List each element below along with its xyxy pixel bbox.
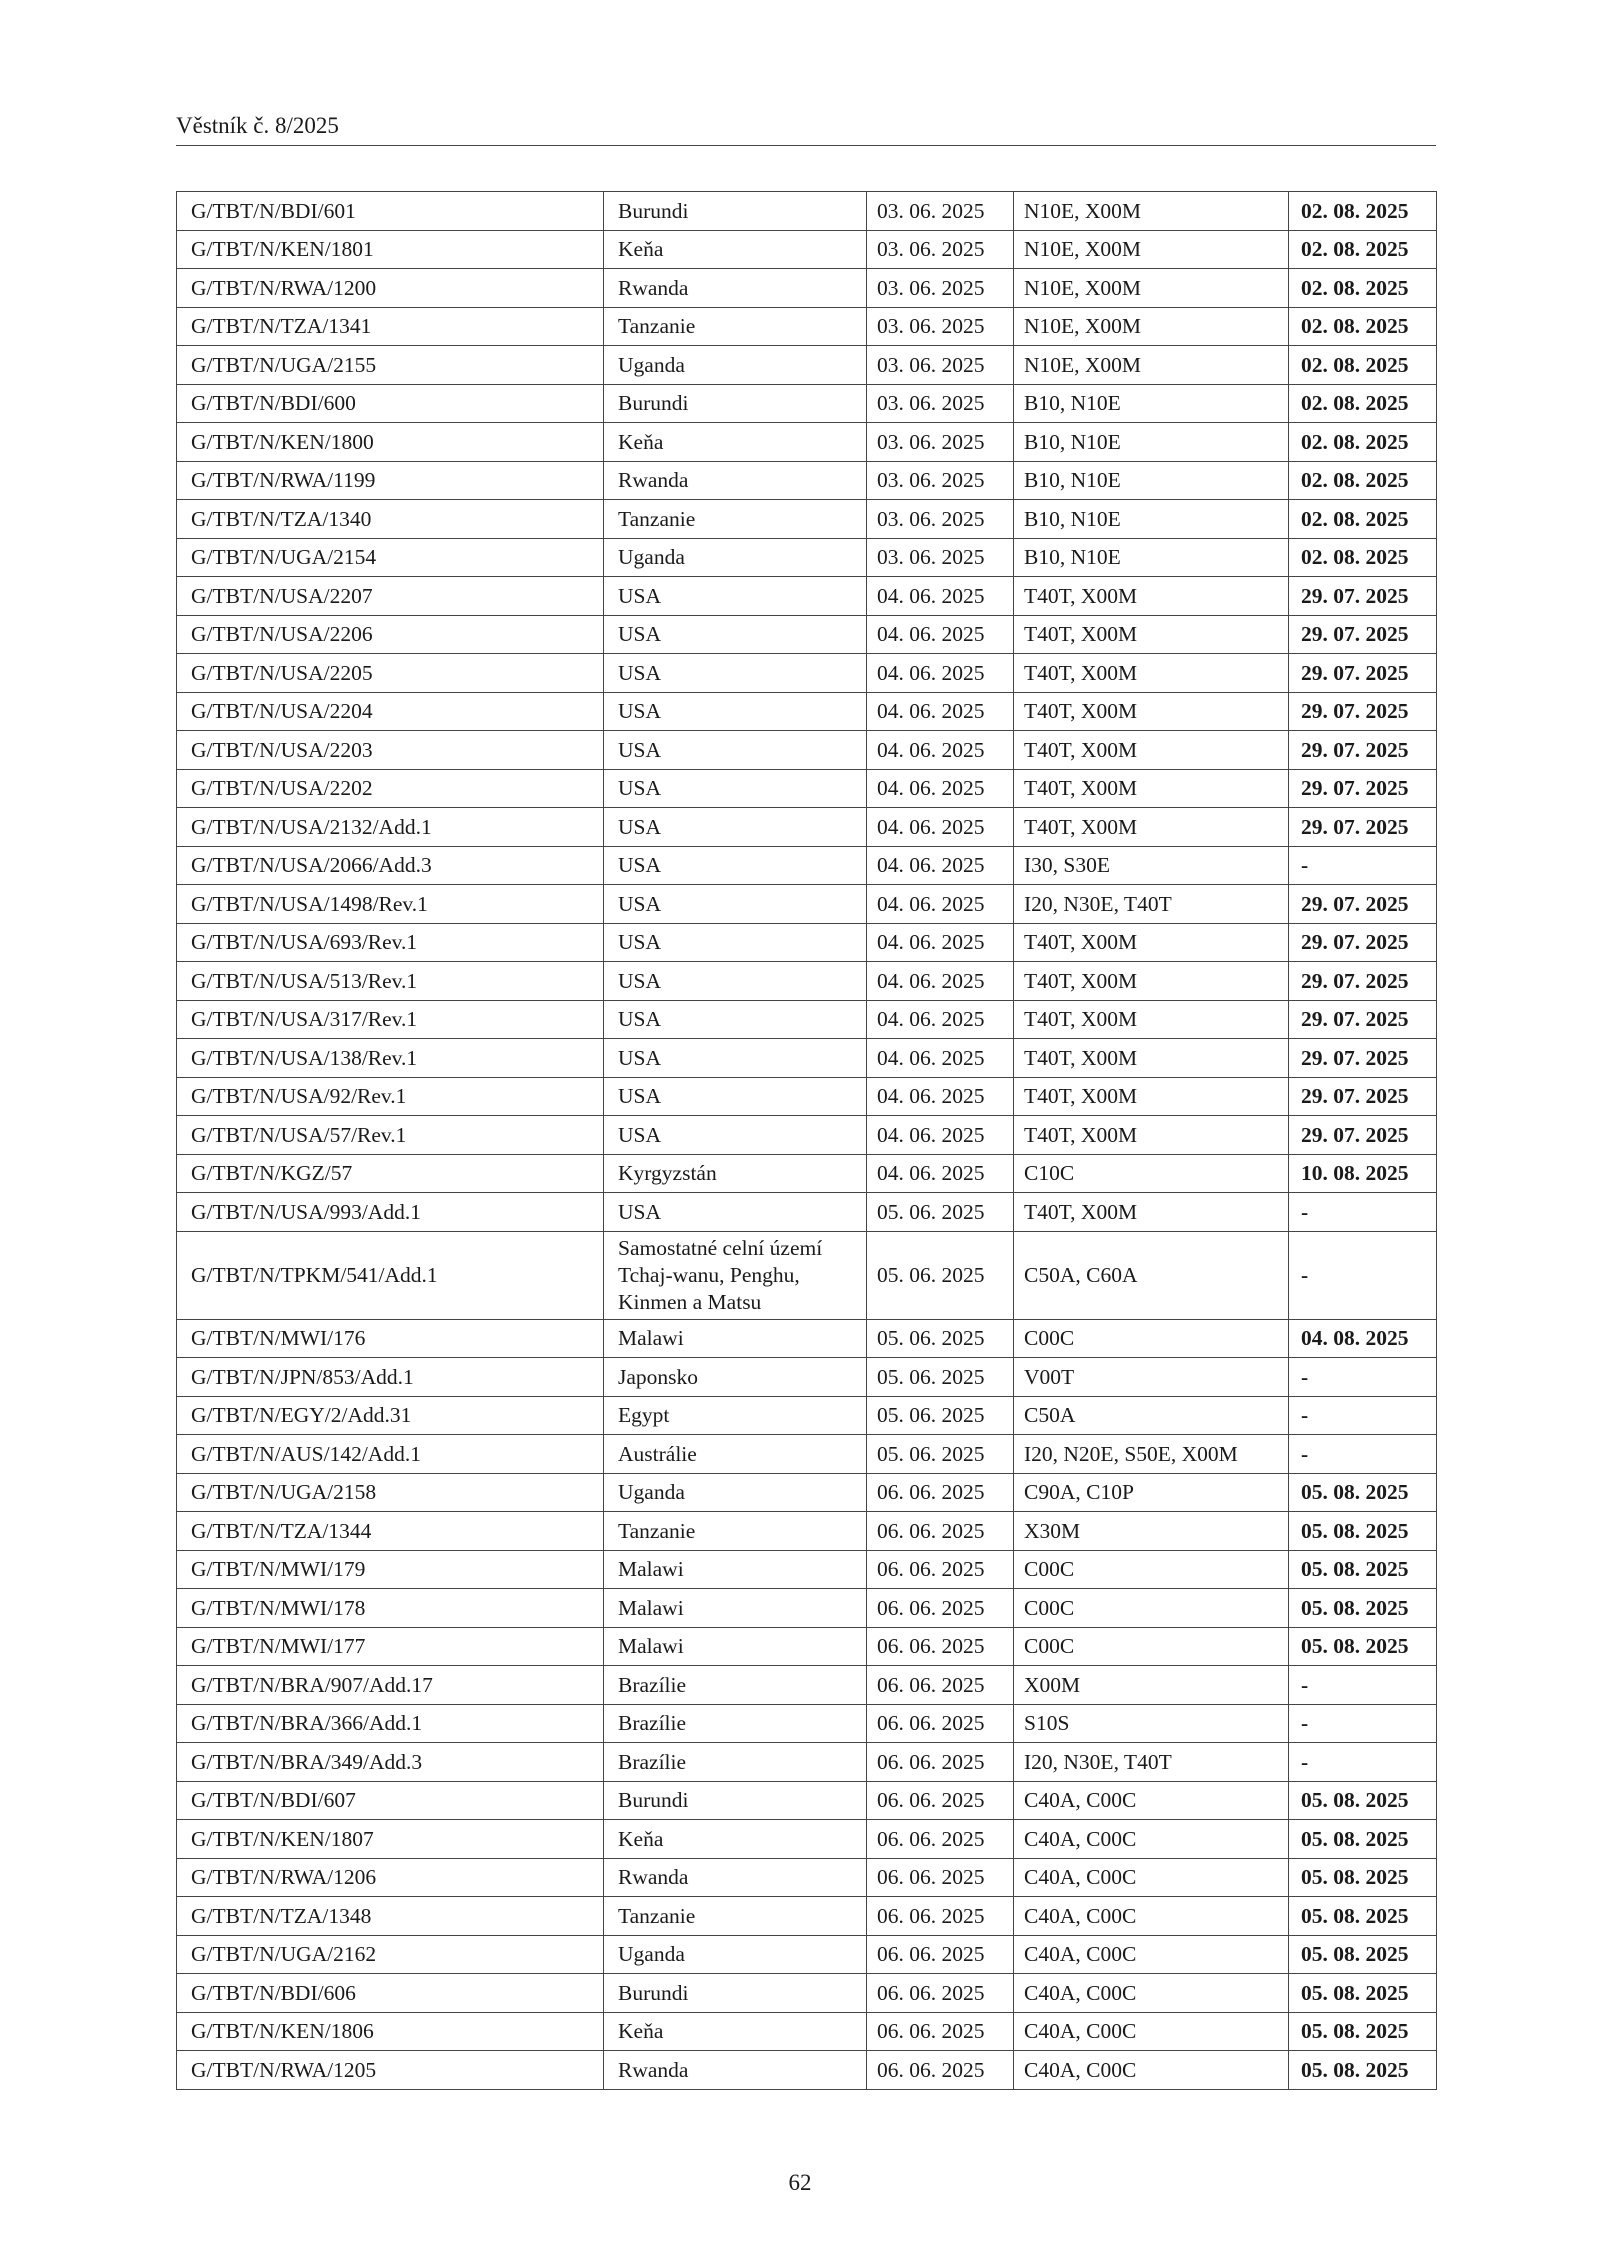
deadline-cell: 29. 07. 2025 [1289,577,1437,616]
deadline-cell: 02. 08. 2025 [1289,269,1437,308]
member-cell: Keňa [604,230,867,269]
member-cell: Brazílie [604,1666,867,1705]
table-row [177,384,1437,423]
codes-cell: T40T, X00M [1014,962,1289,1001]
member-cell: USA [604,577,867,616]
notification-symbol-cell: G/TBT/N/USA/2206 [177,615,604,654]
member-cell: Tanzanie [604,1897,867,1936]
deadline-cell: 29. 07. 2025 [1289,1000,1437,1039]
deadline-cell: 05. 08. 2025 [1289,1781,1437,1820]
deadline-cell: - [1289,1193,1437,1232]
member-cell: Uganda [604,346,867,385]
page-header [176,112,1436,146]
date-cell: 03. 06. 2025 [867,423,1014,462]
notification-symbol-cell: G/TBT/N/BRA/349/Add.3 [177,1743,604,1782]
deadline-cell: - [1289,1231,1437,1319]
member-cell: Rwanda [604,2051,867,2090]
notification-symbol-cell: G/TBT/N/BDI/606 [177,1974,604,2013]
date-cell: 04. 06. 2025 [867,654,1014,693]
member-cell: USA [604,1039,867,1078]
deadline-cell: 05. 08. 2025 [1289,2051,1437,2090]
deadline-cell: 04. 08. 2025 [1289,1319,1437,1358]
member-cell: Keňa [604,2012,867,2051]
deadline-cell: 29. 07. 2025 [1289,808,1437,847]
table-row [177,1627,1437,1666]
date-cell: 03. 06. 2025 [867,384,1014,423]
table-row [177,1154,1437,1193]
date-cell: 04. 06. 2025 [867,615,1014,654]
member-cell: Keňa [604,1820,867,1859]
table-row [177,846,1437,885]
member-cell: USA [604,1077,867,1116]
deadline-cell: 29. 07. 2025 [1289,731,1437,770]
table-row [177,1820,1437,1859]
date-cell: 04. 06. 2025 [867,731,1014,770]
member-cell: USA [604,615,867,654]
notification-symbol-cell: G/TBT/N/BRA/907/Add.17 [177,1666,604,1705]
date-cell: 04. 06. 2025 [867,808,1014,847]
member-cell: Malawi [604,1319,867,1358]
codes-cell: C00C [1014,1319,1289,1358]
member-cell: USA [604,654,867,693]
deadline-cell: 10. 08. 2025 [1289,1154,1437,1193]
member-cell: USA [604,808,867,847]
deadline-cell: 05. 08. 2025 [1289,1473,1437,1512]
table-row [177,1743,1437,1782]
page-number: 62 [788,2170,812,2195]
table-row [177,1473,1437,1512]
member-cell: Uganda [604,1935,867,1974]
date-cell: 03. 06. 2025 [867,230,1014,269]
date-cell: 05. 06. 2025 [867,1358,1014,1397]
notification-symbol-cell: G/TBT/N/JPN/853/Add.1 [177,1358,604,1397]
deadline-cell: 02. 08. 2025 [1289,192,1437,231]
codes-cell: C40A, C00C [1014,2012,1289,2051]
member-cell: Malawi [604,1627,867,1666]
date-cell: 06. 06. 2025 [867,1550,1014,1589]
table-row [177,423,1437,462]
notification-symbol-cell: G/TBT/N/UGA/2162 [177,1935,604,1974]
table-row [177,731,1437,770]
codes-cell: B10, N10E [1014,500,1289,539]
codes-cell: T40T, X00M [1014,1039,1289,1078]
table-row [177,1000,1437,1039]
member-cell: Egypt [604,1396,867,1435]
codes-cell: N10E, X00M [1014,192,1289,231]
deadline-cell: 05. 08. 2025 [1289,1512,1437,1551]
deadline-cell: - [1289,1358,1437,1397]
table-body [177,192,1437,2090]
notification-symbol-cell: G/TBT/N/BDI/601 [177,192,604,231]
notification-symbol-cell: G/TBT/N/EGY/2/Add.31 [177,1396,604,1435]
table-row [177,962,1437,1001]
notifications-table [176,191,1437,2090]
notification-symbol-cell: G/TBT/N/USA/993/Add.1 [177,1193,604,1232]
codes-cell: C50A [1014,1396,1289,1435]
table-row [177,1319,1437,1358]
codes-cell: C40A, C00C [1014,1858,1289,1897]
table-row [177,577,1437,616]
notification-symbol-cell: G/TBT/N/KEN/1801 [177,230,604,269]
codes-cell: I20, N30E, T40T [1014,1743,1289,1782]
table-row [177,1077,1437,1116]
table-row [177,307,1437,346]
notification-symbol-cell: G/TBT/N/BDI/600 [177,384,604,423]
notification-symbol-cell: G/TBT/N/USA/2207 [177,577,604,616]
date-cell: 04. 06. 2025 [867,885,1014,924]
member-cell: USA [604,1116,867,1155]
notification-symbol-cell: G/TBT/N/USA/2203 [177,731,604,770]
date-cell: 06. 06. 2025 [867,1858,1014,1897]
member-cell: Burundi [604,192,867,231]
deadline-cell: 05. 08. 2025 [1289,1935,1437,1974]
codes-cell: C90A, C10P [1014,1473,1289,1512]
table-row [177,461,1437,500]
member-cell: Tanzanie [604,307,867,346]
member-cell: USA [604,1000,867,1039]
codes-cell: T40T, X00M [1014,692,1289,731]
notification-symbol-cell: G/TBT/N/USA/2066/Add.3 [177,846,604,885]
date-cell: 06. 06. 2025 [867,1897,1014,1936]
date-cell: 03. 06. 2025 [867,346,1014,385]
member-cell: Uganda [604,1473,867,1512]
notification-symbol-cell: G/TBT/N/KEN/1806 [177,2012,604,2051]
member-cell: Kyrgyzstán [604,1154,867,1193]
date-cell: 04. 06. 2025 [867,1077,1014,1116]
codes-cell: C40A, C00C [1014,1897,1289,1936]
date-cell: 06. 06. 2025 [867,1589,1014,1628]
table-row [177,1358,1437,1397]
notification-symbol-cell: G/TBT/N/USA/2132/Add.1 [177,808,604,847]
deadline-cell: - [1289,1666,1437,1705]
notification-symbol-cell: G/TBT/N/KEN/1800 [177,423,604,462]
notification-symbol-cell: G/TBT/N/BRA/366/Add.1 [177,1704,604,1743]
codes-cell: T40T, X00M [1014,1193,1289,1232]
codes-cell: X00M [1014,1666,1289,1705]
deadline-cell: 05. 08. 2025 [1289,1820,1437,1859]
codes-cell: N10E, X00M [1014,230,1289,269]
notification-symbol-cell: G/TBT/N/TZA/1340 [177,500,604,539]
deadline-cell: 29. 07. 2025 [1289,1039,1437,1078]
table-row [177,1666,1437,1705]
member-cell: USA [604,962,867,1001]
date-cell: 04. 06. 2025 [867,846,1014,885]
notification-symbol-cell: G/TBT/N/USA/57/Rev.1 [177,1116,604,1155]
member-cell: Japonsko [604,1358,867,1397]
table-row [177,1231,1437,1319]
codes-cell: T40T, X00M [1014,1000,1289,1039]
notification-symbol-cell: G/TBT/N/RWA/1200 [177,269,604,308]
member-cell: Keňa [604,423,867,462]
deadline-cell: 29. 07. 2025 [1289,962,1437,1001]
date-cell: 06. 06. 2025 [867,1627,1014,1666]
deadline-cell: 05. 08. 2025 [1289,1897,1437,1936]
notification-symbol-cell: G/TBT/N/USA/2202 [177,769,604,808]
member-cell: USA [604,846,867,885]
notification-symbol-cell: G/TBT/N/USA/138/Rev.1 [177,1039,604,1078]
deadline-cell: 29. 07. 2025 [1289,885,1437,924]
table-row [177,692,1437,731]
date-cell: 06. 06. 2025 [867,1473,1014,1512]
table-row [177,1781,1437,1820]
member-cell: Malawi [604,1550,867,1589]
codes-cell: T40T, X00M [1014,808,1289,847]
notification-symbol-cell: G/TBT/N/MWI/179 [177,1550,604,1589]
notification-symbol-cell: G/TBT/N/TZA/1344 [177,1512,604,1551]
codes-cell: T40T, X00M [1014,923,1289,962]
table-row [177,1116,1437,1155]
table-row [177,538,1437,577]
table-row [177,808,1437,847]
codes-cell: C00C [1014,1589,1289,1628]
date-cell: 06. 06. 2025 [867,1704,1014,1743]
codes-cell: B10, N10E [1014,384,1289,423]
table-row [177,923,1437,962]
notification-symbol-cell: G/TBT/N/UGA/2154 [177,538,604,577]
codes-cell: V00T [1014,1358,1289,1397]
notification-symbol-cell: G/TBT/N/MWI/177 [177,1627,604,1666]
member-cell: Uganda [604,538,867,577]
deadline-cell: 05. 08. 2025 [1289,1974,1437,2013]
deadline-cell: 02. 08. 2025 [1289,346,1437,385]
notification-symbol-cell: G/TBT/N/KEN/1807 [177,1820,604,1859]
notification-symbol-cell: G/TBT/N/UGA/2155 [177,346,604,385]
member-cell: Rwanda [604,269,867,308]
deadline-cell: 05. 08. 2025 [1289,1550,1437,1589]
member-cell: Burundi [604,1974,867,2013]
table-row [177,1435,1437,1474]
date-cell: 04. 06. 2025 [867,923,1014,962]
table-row [177,769,1437,808]
notification-symbol-cell: G/TBT/N/USA/2205 [177,654,604,693]
codes-cell: N10E, X00M [1014,346,1289,385]
member-cell: Austrálie [604,1435,867,1474]
date-cell: 05. 06. 2025 [867,1193,1014,1232]
notification-symbol-cell: G/TBT/N/TZA/1348 [177,1897,604,1936]
member-cell: Rwanda [604,1858,867,1897]
table-row [177,1512,1437,1551]
date-cell: 04. 06. 2025 [867,1039,1014,1078]
deadline-cell: 02. 08. 2025 [1289,538,1437,577]
date-cell: 06. 06. 2025 [867,1781,1014,1820]
table-row [177,230,1437,269]
table-row [177,654,1437,693]
codes-cell: C40A, C00C [1014,1974,1289,2013]
date-cell: 04. 06. 2025 [867,1154,1014,1193]
codes-cell: T40T, X00M [1014,1116,1289,1155]
date-cell: 06. 06. 2025 [867,1512,1014,1551]
date-cell: 03. 06. 2025 [867,461,1014,500]
date-cell: 06. 06. 2025 [867,1935,1014,1974]
table-row [177,1704,1437,1743]
table-row [177,2012,1437,2051]
table-row [177,1039,1437,1078]
deadline-cell: - [1289,1704,1437,1743]
codes-cell: N10E, X00M [1014,269,1289,308]
deadline-cell: - [1289,1743,1437,1782]
deadline-cell: 02. 08. 2025 [1289,500,1437,539]
member-cell: USA [604,769,867,808]
codes-cell: X30M [1014,1512,1289,1551]
member-cell: Burundi [604,384,867,423]
notification-symbol-cell: G/TBT/N/USA/1498/Rev.1 [177,885,604,924]
deadline-cell: 05. 08. 2025 [1289,1589,1437,1628]
codes-cell: T40T, X00M [1014,1077,1289,1116]
deadline-cell: 02. 08. 2025 [1289,423,1437,462]
deadline-cell: 05. 08. 2025 [1289,1627,1437,1666]
codes-cell: B10, N10E [1014,461,1289,500]
notification-symbol-cell: G/TBT/N/USA/2204 [177,692,604,731]
deadline-cell: 02. 08. 2025 [1289,230,1437,269]
deadline-cell: 02. 08. 2025 [1289,384,1437,423]
date-cell: 05. 06. 2025 [867,1396,1014,1435]
member-cell: USA [604,923,867,962]
notification-symbol-cell: G/TBT/N/BDI/607 [177,1781,604,1820]
codes-cell: I20, N20E, S50E, X00M [1014,1435,1289,1474]
codes-cell: T40T, X00M [1014,731,1289,770]
codes-cell: C10C [1014,1154,1289,1193]
table-row [177,1974,1437,2013]
date-cell: 05. 06. 2025 [867,1435,1014,1474]
table-row [177,346,1437,385]
date-cell: 04. 06. 2025 [867,692,1014,731]
codes-cell: N10E, X00M [1014,307,1289,346]
table-row [177,2051,1437,2090]
deadline-cell: 29. 07. 2025 [1289,923,1437,962]
deadline-cell: 02. 08. 2025 [1289,307,1437,346]
member-cell: USA [604,692,867,731]
codes-cell: S10S [1014,1704,1289,1743]
notification-symbol-cell: G/TBT/N/USA/513/Rev.1 [177,962,604,1001]
date-cell: 03. 06. 2025 [867,538,1014,577]
codes-cell: I30, S30E [1014,846,1289,885]
date-cell: 03. 06. 2025 [867,500,1014,539]
member-cell: Samostatné celní území Tchaj-wanu, Penghu, Kinmen a Matsu [604,1231,867,1319]
member-cell: Rwanda [604,461,867,500]
date-cell: 03. 06. 2025 [867,307,1014,346]
deadline-cell: - [1289,846,1437,885]
deadline-cell: 29. 07. 2025 [1289,769,1437,808]
notification-symbol-cell: G/TBT/N/USA/92/Rev.1 [177,1077,604,1116]
date-cell: 05. 06. 2025 [867,1319,1014,1358]
notification-symbol-cell: G/TBT/N/RWA/1205 [177,2051,604,2090]
date-cell: 06. 06. 2025 [867,1666,1014,1705]
codes-cell: T40T, X00M [1014,577,1289,616]
notification-symbol-cell: G/TBT/N/MWI/178 [177,1589,604,1628]
table-row [177,1550,1437,1589]
deadline-cell: 29. 07. 2025 [1289,615,1437,654]
codes-cell: C00C [1014,1550,1289,1589]
notification-symbol-cell: G/TBT/N/USA/693/Rev.1 [177,923,604,962]
table-row [177,1193,1437,1232]
date-cell: 04. 06. 2025 [867,577,1014,616]
deadline-cell: 29. 07. 2025 [1289,654,1437,693]
table-row [177,615,1437,654]
codes-cell: B10, N10E [1014,538,1289,577]
date-cell: 06. 06. 2025 [867,2051,1014,2090]
table-row [177,1396,1437,1435]
deadline-cell: - [1289,1435,1437,1474]
date-cell: 04. 06. 2025 [867,962,1014,1001]
codes-cell: T40T, X00M [1014,654,1289,693]
codes-cell: T40T, X00M [1014,615,1289,654]
deadline-cell: 29. 07. 2025 [1289,692,1437,731]
date-cell: 03. 06. 2025 [867,269,1014,308]
codes-cell: I20, N30E, T40T [1014,885,1289,924]
table-row [177,1897,1437,1936]
deadline-cell: 05. 08. 2025 [1289,2012,1437,2051]
codes-cell: C40A, C00C [1014,1820,1289,1859]
member-cell: Tanzanie [604,500,867,539]
codes-cell: C50A, C60A [1014,1231,1289,1319]
date-cell: 04. 06. 2025 [867,1116,1014,1155]
member-cell: Brazílie [604,1743,867,1782]
bulletin-title: Věstník č. 8/2025 [176,113,339,138]
table-row [177,500,1437,539]
codes-cell: C40A, C00C [1014,1935,1289,1974]
deadline-cell: 02. 08. 2025 [1289,461,1437,500]
notification-symbol-cell: G/TBT/N/RWA/1206 [177,1858,604,1897]
deadline-cell: 29. 07. 2025 [1289,1077,1437,1116]
member-cell: USA [604,885,867,924]
member-cell: Brazílie [604,1704,867,1743]
table-row [177,1935,1437,1974]
member-cell: USA [604,1193,867,1232]
deadline-cell: 05. 08. 2025 [1289,1858,1437,1897]
deadline-cell: - [1289,1396,1437,1435]
date-cell: 06. 06. 2025 [867,2012,1014,2051]
table-row [177,1589,1437,1628]
member-cell: Tanzanie [604,1512,867,1551]
notification-symbol-cell: G/TBT/N/RWA/1199 [177,461,604,500]
notification-symbol-cell: G/TBT/N/TZA/1341 [177,307,604,346]
member-cell: Malawi [604,1589,867,1628]
notification-symbol-cell: G/TBT/N/AUS/142/Add.1 [177,1435,604,1474]
table-row [177,885,1437,924]
codes-cell: C00C [1014,1627,1289,1666]
codes-cell: C40A, C00C [1014,2051,1289,2090]
date-cell: 06. 06. 2025 [867,1974,1014,2013]
deadline-cell: 29. 07. 2025 [1289,1116,1437,1155]
codes-cell: B10, N10E [1014,423,1289,462]
notification-symbol-cell: G/TBT/N/UGA/2158 [177,1473,604,1512]
notification-symbol-cell: G/TBT/N/KGZ/57 [177,1154,604,1193]
date-cell: 06. 06. 2025 [867,1743,1014,1782]
table-row [177,192,1437,231]
table-row [177,1858,1437,1897]
notification-symbol-cell: G/TBT/N/MWI/176 [177,1319,604,1358]
date-cell: 04. 06. 2025 [867,1000,1014,1039]
table-row [177,269,1437,308]
notification-symbol-cell: G/TBT/N/USA/317/Rev.1 [177,1000,604,1039]
member-cell: USA [604,731,867,770]
date-cell: 04. 06. 2025 [867,769,1014,808]
date-cell: 05. 06. 2025 [867,1231,1014,1319]
member-cell: Burundi [604,1781,867,1820]
date-cell: 06. 06. 2025 [867,1820,1014,1859]
codes-cell: T40T, X00M [1014,769,1289,808]
notification-symbol-cell: G/TBT/N/TPKM/541/Add.1 [177,1231,604,1319]
date-cell: 03. 06. 2025 [867,192,1014,231]
codes-cell: C40A, C00C [1014,1781,1289,1820]
